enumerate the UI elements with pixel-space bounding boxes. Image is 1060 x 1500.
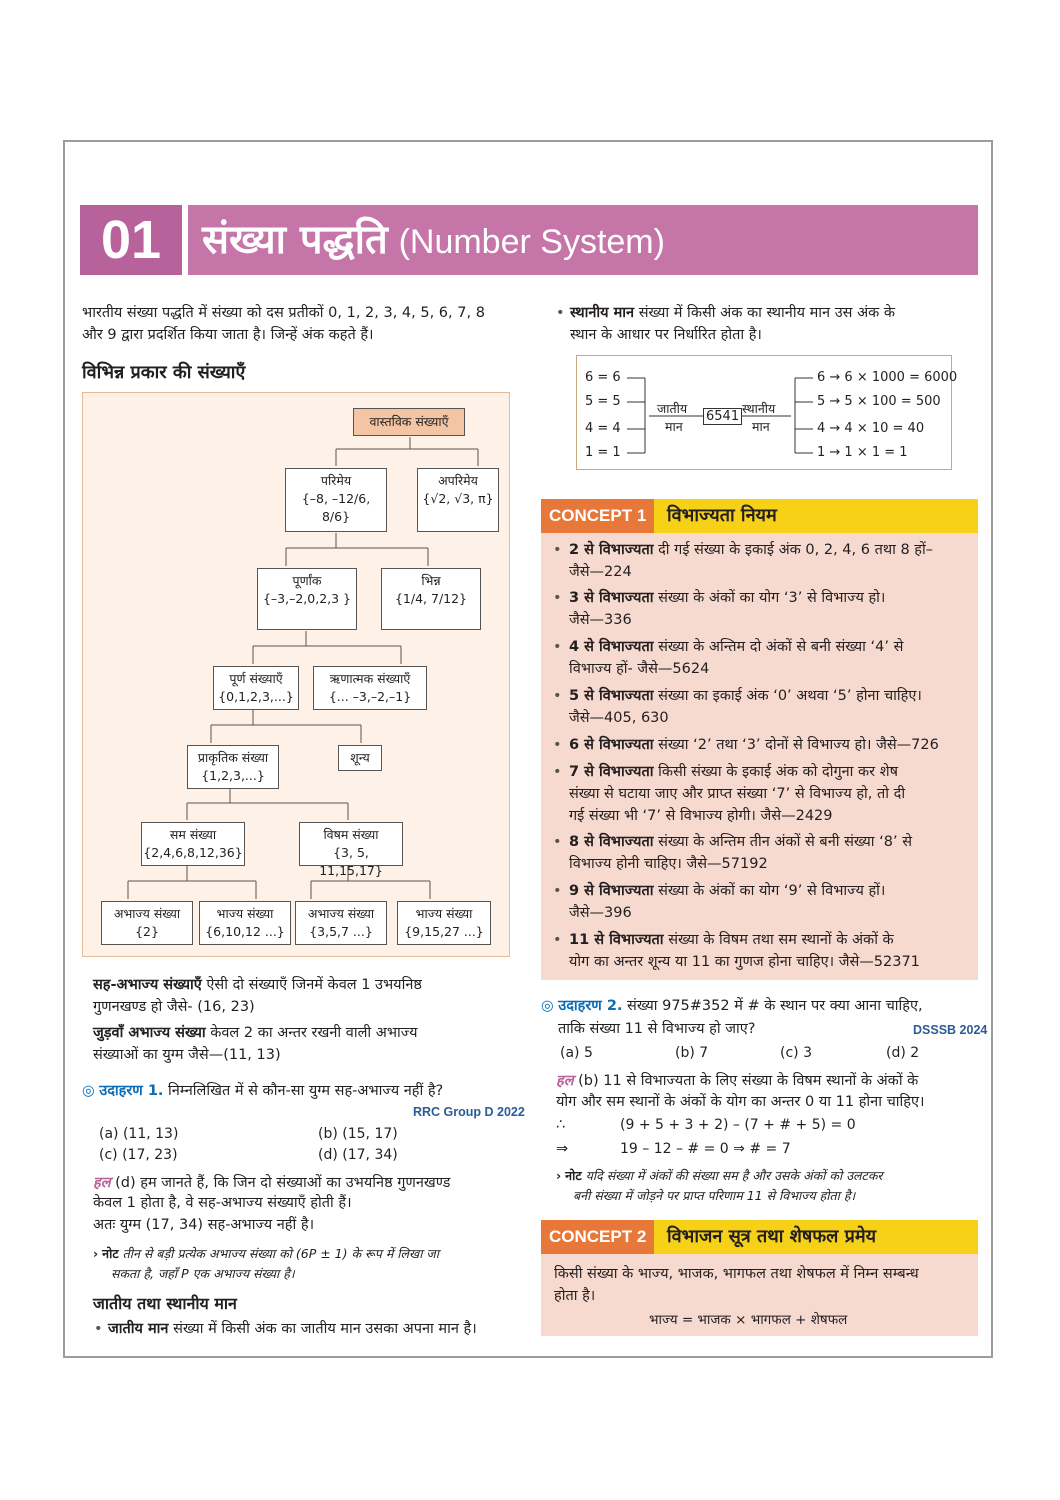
example-1-option-b: (b) (15, 17) <box>318 1126 398 1142</box>
tree-node-rational-value: {–8, –12/6, 8/6} <box>301 491 371 524</box>
place-value-term: स्थानीय मान <box>570 305 635 321</box>
concept-2-text-2: होता है। <box>554 1288 596 1304</box>
rule-11 <box>569 929 920 973</box>
example-2-question-line-1 <box>541 995 923 1017</box>
rule-8 <box>569 831 912 875</box>
concept-1-header <box>541 499 978 533</box>
place-row-4: 1 → 1 × 1 = 1 <box>817 445 908 460</box>
concept-1-label: CONCEPT 1 <box>541 499 654 533</box>
rule-7 <box>569 761 905 827</box>
rule-5-text-1: संख्या का इकाई अंक ‘0’ अथवा ‘5’ होना चाहिए। <box>658 688 922 704</box>
rule-2-title: 2 से विभाज्यता <box>569 542 654 558</box>
tree-node-zero-label: शून्य <box>350 750 370 765</box>
twin-prime-text-1: केवल 2 का अन्तर रखनी वाली अभाज्य <box>210 1025 418 1041</box>
tree-leaf-prime-even <box>101 901 193 945</box>
chapter-title-hindi: संख्या पद्धति <box>202 217 388 263</box>
tree-leaf-composite-even-label: भाज्य संख्या <box>216 906 274 921</box>
twin-prime-line-1 <box>93 1022 418 1044</box>
place-value-diagram <box>576 355 958 470</box>
place-row-2: 5 → 5 × 100 = 500 <box>817 394 941 409</box>
tree-node-fraction <box>381 568 481 630</box>
note-1-line-2: सकता है, जहाँ P एक अभाज्य संख्या है। <box>111 1266 295 1281</box>
tree-leaf-prime-odd <box>295 901 387 945</box>
tree-node-integer-value: {–3,–2,0,2,3 } <box>262 591 352 606</box>
rule-4-title: 4 से विभाज्यता <box>569 639 654 655</box>
tree-node-natural <box>187 745 279 789</box>
example-1-label: उदाहरण 1. <box>99 1083 164 1099</box>
example-2-solution-line-2: योग और सम स्थानों के अंकों के योग का अन्तर 0 या 11 होना चाहिए। <box>556 1094 925 1110</box>
concept-1-body <box>541 533 978 980</box>
tree-node-whole-label: पूर्ण संख्याएँ <box>229 671 283 686</box>
coprime-term: सह-अभाज्य संख्याएँ <box>93 977 202 993</box>
rule-9-text-1: संख्या के अंकों का योग ‘9’ से विभाज्य हों। <box>658 883 886 899</box>
rule-2 <box>569 539 933 583</box>
example-1-source-tag: RRC Group D 2022 <box>413 1105 525 1119</box>
rule-4 <box>569 636 903 680</box>
example-2-source-tag: DSSSB 2024 <box>913 1023 988 1037</box>
tree-leaf-prime-even-label: अभाज्य संख्या <box>113 906 181 921</box>
tree-leaf-prime-odd-value: {3,5,7 ...} <box>309 924 373 939</box>
example-2-option-b: (b) 7 <box>675 1045 709 1061</box>
rule-4-text-1: संख्या के अन्तिम दो अंकों से बनी संख्या ‘4’ से <box>658 639 904 655</box>
division-formula: भाज्य = भाजक × भागफल + शेषफल <box>649 1312 848 1328</box>
tree-leaf-composite-odd <box>397 901 491 945</box>
concept-2-text-1: किसी संख्या के भाज्य, भाजक, भागफल तथा शेषफल में निम्न सम्बन्ध <box>554 1266 919 1282</box>
tree-node-odd-label: विषम संख्या <box>323 827 379 842</box>
tree-leaf-prime-even-value: {2} <box>135 924 159 939</box>
rule-3-text-1: संख्या के अंकों का योग ‘3’ से विभाज्य हो। <box>658 590 886 606</box>
tree-node-rational <box>285 468 387 532</box>
rule-3-title: 3 से विभाज्यता <box>569 590 654 606</box>
tree-node-irrational <box>417 468 499 532</box>
place-value-bullet-line-1 <box>570 302 895 324</box>
coprime-definition-line-1 <box>93 974 422 996</box>
rule-11-text-2: योग का अन्तर शून्य या 11 का गुणज होना चाहिए। जैसे—52371 <box>569 954 920 970</box>
concept-2-title: विभाजन सूत्र तथा शेषफल प्रमेय <box>667 1226 877 1247</box>
rule-6 <box>569 734 939 756</box>
chapter-header <box>80 205 978 275</box>
place-row-3: 4 → 4 × 10 = 40 <box>817 421 925 436</box>
twin-prime-term: जुड़वाँ अभाज्य संख्या <box>93 1025 206 1041</box>
example-1-text: निम्नलिखित में से कौन-सा युग्म सह-अभाज्य नहीं है? <box>168 1083 444 1099</box>
rule-8-title: 8 से विभाज्यता <box>569 834 654 850</box>
face-value-text: संख्या में किसी अंक का जातीय मान उसका अपना मान है। <box>173 1321 477 1337</box>
note-2-label: नोट <box>565 1168 582 1183</box>
tree-leaf-composite-odd-value: {9,15,27 ...} <box>404 924 484 939</box>
example-2-math-symbol-1: ∴ <box>556 1117 566 1133</box>
face-row-3: 4 = 4 <box>585 421 621 436</box>
example-icon: ◎ <box>541 998 554 1014</box>
tree-node-negative-value: {... –3,–2,–1} <box>328 689 412 704</box>
tree-node-natural-value: {1,2,3,...} <box>201 768 265 783</box>
place-value-label-1: स्थानीय <box>742 401 776 416</box>
tree-node-irrational-label: अपरिमेय <box>438 473 478 488</box>
number-types-tree <box>82 392 510 957</box>
coprime-definition-line-2: गुणनखण्ड हो जैसे- (16, 23) <box>93 999 255 1015</box>
tree-node-irrational-value: {√2, √3, π} <box>422 491 494 506</box>
tree-node-negative-label: ऋणात्मक संख्याएँ <box>329 671 411 686</box>
example-1-question <box>82 1080 443 1102</box>
example-2-question-line-2: ताकि संख्या 11 से विभाज्य हो जाए? <box>558 1021 756 1037</box>
example-1-solution-line-1 <box>93 1172 450 1194</box>
rule-11-title: 11 से विभाज्यता <box>569 932 664 948</box>
tree-node-zero <box>338 745 382 771</box>
example-2-option-a: (a) 5 <box>560 1045 593 1061</box>
rule-7-text-2: संख्या से घटाया जाए और प्राप्त संख्या ‘7’ से विभाज्य हो, तो दी <box>569 786 906 802</box>
rule-8-text-2: विभाज्य होनी चाहिए। जैसे—57192 <box>569 856 768 872</box>
tree-leaf-composite-even-value: {6,10,12 ...} <box>205 924 285 939</box>
tree-node-odd <box>299 822 403 878</box>
rule-6-text-1: संख्या ‘2’ तथा ‘3’ दोनों से विभाज्य हो। जैसे—726 <box>658 737 939 753</box>
twin-prime-line-2: संख्याओं का युग्म जैसे—(11, 13) <box>93 1047 281 1063</box>
place-value-label-2: मान <box>752 419 770 434</box>
tree-node-whole-value: {0,1,2,3,...} <box>218 689 294 704</box>
rule-3-text-2: जैसे—336 <box>569 612 632 628</box>
place-value-text-1: संख्या में किसी अंक का स्थानीय मान उस अंक के <box>638 305 896 321</box>
rule-9 <box>569 880 885 924</box>
note-chevron-icon: › <box>93 1246 99 1261</box>
rule-6-title: 6 से विभाज्यता <box>569 737 654 753</box>
rule-8-text-1: संख्या के अन्तिम तीन अंकों से बनी संख्या ‘8’ से <box>658 834 913 850</box>
face-place-heading: जातीय तथा स्थानीय मान <box>93 1294 237 1313</box>
rule-5-title: 5 से विभाज्यता <box>569 688 654 704</box>
tree-node-natural-label: प्राकृतिक संख्या <box>197 750 269 765</box>
tree-node-fraction-label: भिन्न <box>421 573 441 588</box>
example-1-solution-text-1: (d) हम जानते हैं, कि जिन दो संख्याओं का उभयनिष्ठ गुणनखण्ड <box>115 1175 451 1191</box>
face-row-2: 5 = 5 <box>585 394 621 409</box>
rule-2-text-1: दी गई संख्या के इकाई अंक 0, 2, 4, 6 तथा 8 हों– <box>658 542 934 558</box>
example-2-math-line-2: 19 – 12 – # = 0 ⇒ # = 7 <box>620 1141 791 1157</box>
example-2-math-symbol-2: ⇒ <box>556 1141 569 1157</box>
face-value-label-1: जातीय <box>657 401 688 416</box>
place-value-bullet-line-2: स्थान के आधार पर निर्धारित होता है। <box>570 327 762 343</box>
place-row-1: 6 → 6 × 1000 = 6000 <box>817 370 958 385</box>
tree-node-even-value: {2,4,6,8,12,36} <box>143 845 243 860</box>
intro-line-2: और 9 द्वारा प्रदर्शित किया जाता है। जिन्हें अंक कहते हैं। <box>82 327 374 343</box>
note-1-line-1 <box>93 1244 439 1263</box>
note-1-label: नोट <box>102 1246 119 1261</box>
rule-5-text-2: जैसे—405, 630 <box>569 710 669 726</box>
face-row-1: 6 = 6 <box>585 370 621 385</box>
rule-7-title: 7 से विभाज्यता <box>569 764 654 780</box>
note-2-line-2: बनी संख्या में जोड़ने पर प्राप्त परिणाम 11 से विभाज्य होता है। <box>573 1188 856 1203</box>
tree-node-fraction-value: {1/4, 7/12} <box>394 591 468 606</box>
tree-node-even <box>141 822 245 866</box>
example-1-solution-line-2: केवल 1 होता है, वे सह-अभाज्य संख्याएँ होती हैं। <box>93 1195 352 1211</box>
example-icon: ◎ <box>82 1083 95 1099</box>
example-2-solution-label: हल <box>556 1073 574 1089</box>
tree-node-real <box>353 408 465 436</box>
rule-5 <box>569 685 922 729</box>
example-2-option-d: (d) 2 <box>886 1045 920 1061</box>
example-2-label: उदाहरण 2. <box>558 998 623 1014</box>
chapter-number: 01 <box>80 205 182 275</box>
rule-9-text-2: जैसे—396 <box>569 905 632 921</box>
tree-leaf-composite-odd-label: भाज्य संख्या <box>415 906 473 921</box>
rule-7-text-3: गई संख्या भी ‘7’ से विभाज्य होगी। जैसे—2429 <box>569 808 833 824</box>
coprime-text-1: ऐसी दो संख्याएँ जिनमें केवल 1 उभयनिष्ठ <box>206 977 422 993</box>
rule-4-text-2: विभाज्य हों- जैसे—5624 <box>569 661 710 677</box>
tree-node-even-label: सम संख्या <box>169 827 217 842</box>
note-2-line-1 <box>556 1166 883 1185</box>
concept-2-body <box>541 1254 978 1336</box>
concept-2-header <box>541 1220 978 1254</box>
tree-node-odd-value: {3, 5, 11,15,17} <box>319 845 383 878</box>
chapter-title-english: (Number System) <box>398 223 665 261</box>
example-2-math-line-1: (9 + 5 + 3 + 2) – (7 + # + 5) = 0 <box>620 1117 856 1133</box>
tree-node-integer <box>257 568 357 630</box>
chapter-title <box>188 205 978 275</box>
tree-node-rational-label: परिमेय <box>320 473 352 488</box>
face-value-term: जातीय मान <box>108 1321 169 1337</box>
tree-node-negative <box>313 666 427 710</box>
note-2-text-1: यदि संख्या में अंकों की संख्या सम है और उसके अंकों को उलटकर <box>585 1168 883 1183</box>
tree-node-real-label: वास्तविक संख्याएँ <box>369 414 449 429</box>
note-1-text-1: तीन से बड़ी प्रत्येक अभाज्य संख्या को (6P ± 1) के रूप में लिखा जा <box>122 1246 439 1261</box>
tree-node-integer-label: पूर्णांक <box>292 573 322 588</box>
example-1-option-c: (c) (17, 23) <box>99 1147 178 1163</box>
concept-2-label: CONCEPT 2 <box>541 1220 654 1254</box>
rule-11-text-1: संख्या के विषम तथा सम स्थानों के अंकों के <box>668 932 894 948</box>
example-2-solution-line-1 <box>556 1070 918 1092</box>
example-1-option-a: (a) (11, 13) <box>99 1126 179 1142</box>
rule-2-text-2: जैसे—224 <box>569 564 632 580</box>
example-1-option-d: (d) (17, 34) <box>318 1147 398 1163</box>
example-2-option-c: (c) 3 <box>780 1045 812 1061</box>
example-2-solution-text-1: (b) 11 से विभाज्यता के लिए संख्या के विषम स्थानों के अंकों के <box>578 1073 919 1089</box>
tree-leaf-composite-even <box>199 901 291 945</box>
rule-9-title: 9 से विभाज्यता <box>569 883 654 899</box>
concept-1-title: विभाज्यता नियम <box>667 505 777 526</box>
types-heading: विभिन्न प्रकार की संख्याएँ <box>82 362 246 383</box>
example-1-solution-label: हल <box>93 1175 111 1191</box>
rule-3 <box>569 587 885 631</box>
intro-line-1: भारतीय संख्या पद्धति में संख्या को दस प्रतीकों 0, 1, 2, 3, 4, 5, 6, 7, 8 <box>82 305 485 321</box>
example-1-solution-line-3: अतः युग्म (17, 34) सह-अभाज्य नहीं है। <box>93 1217 315 1233</box>
tree-node-whole <box>213 666 299 710</box>
note-chevron-icon: › <box>556 1168 562 1183</box>
face-value-label-2: मान <box>665 419 683 434</box>
face-row-4: 1 = 1 <box>585 445 621 460</box>
example-2-text-1: संख्या 975#352 में # के स्थान पर क्या आना चाहिए, <box>627 998 923 1014</box>
face-value-bullet <box>108 1318 477 1340</box>
tree-leaf-prime-odd-label: अभाज्य संख्या <box>307 906 375 921</box>
rule-7-text-1: किसी संख्या के इकाई अंक को दोगुना कर शेष <box>658 764 898 780</box>
sample-number: 6541 <box>703 408 742 425</box>
